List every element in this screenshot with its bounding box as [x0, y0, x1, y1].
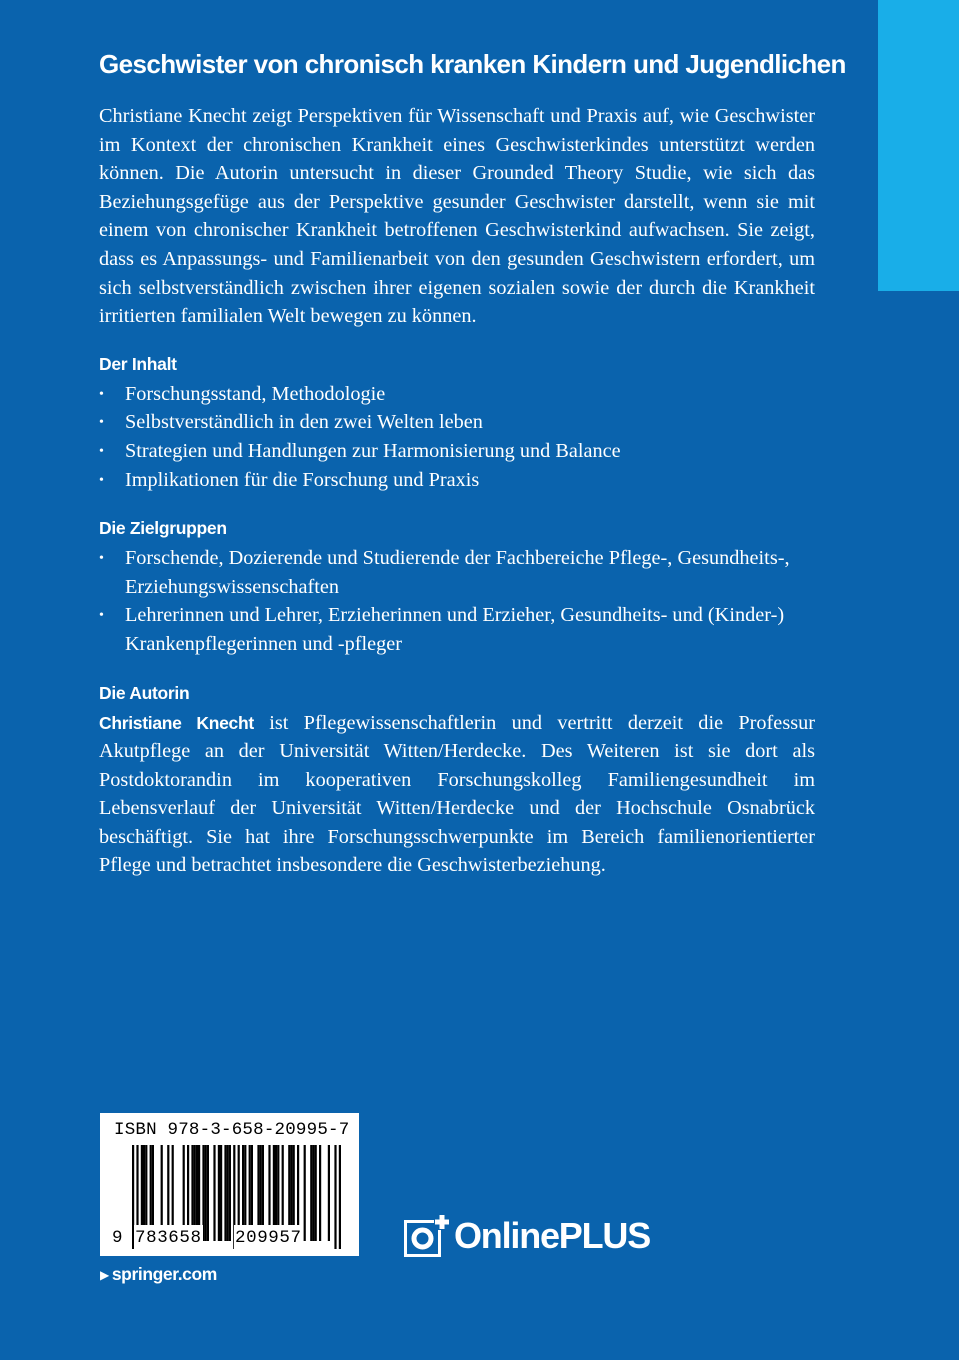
- audience-heading: Die Zielgruppen: [99, 518, 227, 539]
- list-item: • Selbstverständlich in den zwei Welten leben: [99, 408, 815, 437]
- isbn-barcode: [100, 1113, 359, 1256]
- bullet-icon: •: [99, 443, 104, 459]
- onlineplus-text: OnlinePLUS: [454, 1215, 651, 1256]
- springer-link[interactable]: [100, 1262, 217, 1287]
- audience-list: [99, 544, 815, 658]
- author-name: Christiane Knecht: [99, 712, 254, 733]
- book-title: Geschwister von chronisch kranken Kindern und Jugendlichen: [99, 49, 846, 79]
- ean-first-digit: 9: [112, 1228, 123, 1248]
- ean-left-digits: 783658: [134, 1225, 203, 1251]
- bullet-icon: •: [99, 551, 104, 567]
- author-bio: ist Pflegewissenschaftlerin und vertritt derzeit die Professur Akutpflege an der Universität Witten/Herdecke. Des Weiteren ist sie dort als Postdoktorandin im kooperativen Forschungskolleg Familiengesundheit im Lebensverlauf der Universität Witten/Herdecke und der Hochschule Osnabrück beschäftigt. Sie hat ihre Forschungsschwerpunkte im Bereich familienorientierter Pflege und betrachtet insbesondere die Geschwisterbeziehung.: [99, 711, 815, 877]
- springer-link-text: springer.com: [111, 1264, 217, 1284]
- ean-digits: [112, 1225, 352, 1251]
- onlineplus-icon: [404, 1214, 450, 1258]
- list-item: • Forschende, Dozierende und Studierende der Fachbereiche Pflege-, Gesundheits-, Erziehungswissenschaften: [99, 544, 815, 601]
- bullet-icon: •: [99, 386, 104, 402]
- list-item: • Lehrerinnen und Lehrer, Erzieherinnen und Erzieher, Gesundheits- und (Kinder-) Krankenpflegerinnen und -pfleger: [99, 601, 815, 658]
- list-item: • Forschungsstand, Methodologie: [99, 380, 815, 409]
- author-paragraph: [99, 709, 815, 881]
- bullet-icon: •: [99, 472, 104, 488]
- contents-heading: Der Inhalt: [99, 353, 177, 374]
- ean-right-digits: 209957: [234, 1225, 303, 1251]
- author-heading: Die Autorin: [99, 682, 190, 703]
- accent-strip: [878, 0, 959, 291]
- list-item: • Strategien und Handlungen zur Harmonisierung und Balance: [99, 437, 815, 466]
- bullet-icon: •: [99, 608, 104, 624]
- onlineplus-logo: [404, 1214, 650, 1258]
- contents-list: [99, 380, 815, 494]
- back-cover-content: [99, 44, 846, 880]
- intro-paragraph: Christiane Knecht zeigt Perspektiven für Wissenschaft und Praxis auf, wie Geschwister im Kontext der chronischen Krankheit eines Geschwisterkindes unterstützt werden können. Die Autorin untersucht in dieser Grounded Theory Studie, wie sich das Beziehungsgefüge aus der Perspektive gesunder Geschwister darstellt, wenn sie mit einem von chronischer Krankheit betroffenen Geschwisterkind aufwachsen. Sie zeigt, dass es Anpassungs- und Familienarbeit von den gesunden Geschwistern erfordert, um sich selbstverständlich zwischen ihrer eigenen sozialen sowie der durch die Krankheit irritierten familialen Welt bewegen zu können.: [99, 105, 815, 328]
- play-arrow-icon: ▶: [100, 1268, 109, 1282]
- isbn-label: ISBN 978-3-658-20995-7: [114, 1120, 350, 1140]
- bullet-icon: •: [99, 415, 104, 431]
- list-item: • Implikationen für die Forschung und Praxis: [99, 466, 815, 495]
